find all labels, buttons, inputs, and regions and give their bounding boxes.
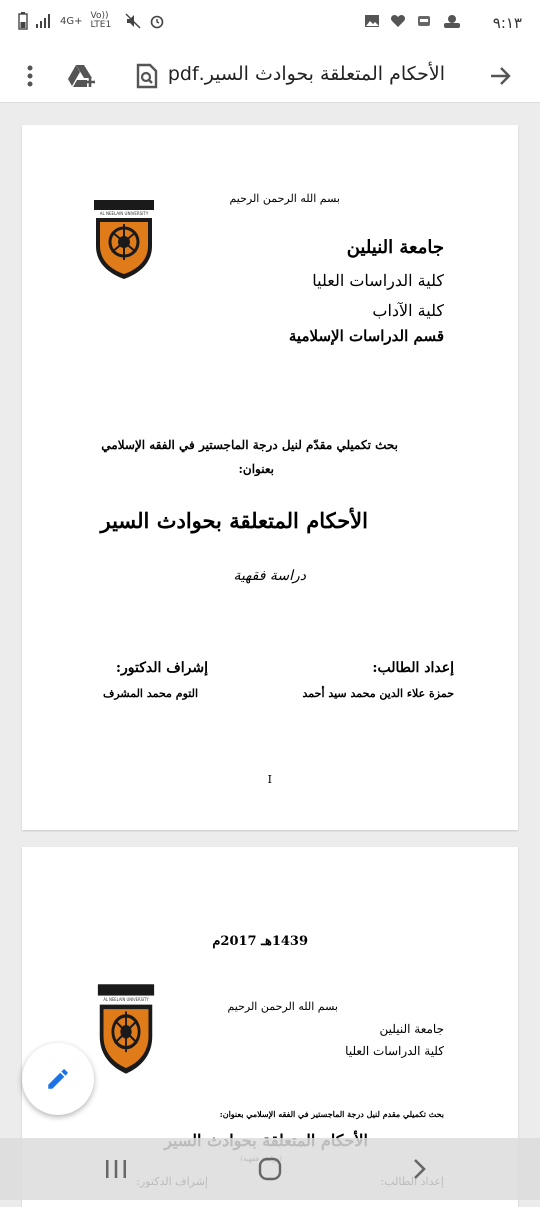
- document-title: الأحكام المتعلقة بحوادث السير.pdf: [167, 63, 445, 85]
- recent-apps-button[interactable]: [96, 1153, 136, 1185]
- drive-add-icon: [68, 63, 98, 89]
- heart-icon: [390, 13, 406, 29]
- supervisor-label: إشراف الدكتور:: [115, 660, 208, 676]
- more-vert-icon: [27, 65, 33, 87]
- search-document-button[interactable]: [132, 61, 162, 91]
- arrow-forward-icon: [490, 66, 512, 86]
- pdf-page-1: [22, 125, 518, 830]
- pencil-icon: [45, 1066, 71, 1092]
- notification-icons: [364, 13, 462, 29]
- department: قسم الدراسات الإسلامية: [288, 327, 444, 345]
- student-label: إعداد الطالب:: [372, 660, 454, 676]
- research-description: بحث تكميلي مقدّم لنيل درجة الماجستير في الفقه الإسلامي: [101, 438, 398, 452]
- university-logo-2: [96, 982, 156, 1077]
- supervisor-name: التوم محمد المشرف: [102, 687, 198, 700]
- status-time: ٩:١٣: [492, 14, 522, 32]
- assistant-icon: [442, 13, 462, 29]
- svg-text:AL NEELAIN UNIVERSITY: AL NEELAIN UNIVERSITY: [103, 996, 149, 1003]
- battery-icon: [18, 12, 28, 30]
- app-bar: [0, 50, 540, 103]
- home-button[interactable]: [250, 1153, 290, 1185]
- back-nav-button[interactable]: [400, 1153, 440, 1185]
- home-icon: [258, 1157, 282, 1181]
- alarm-icon: [149, 13, 165, 29]
- university-logo: [92, 198, 156, 282]
- graduate-college-2: كلية الدراسات العليا: [345, 1044, 444, 1058]
- volte-indicator: Vo)) LTE1: [90, 11, 112, 30]
- back-button[interactable]: [486, 61, 516, 91]
- svg-text:AL NEELAIN UNIVERSITY: AL NEELAIN UNIVERSITY: [99, 211, 149, 216]
- more-options-button[interactable]: [15, 61, 45, 91]
- add-to-drive-button[interactable]: [68, 61, 98, 91]
- app-notification-icon: [416, 13, 432, 29]
- thesis-subtitle: دراسة فقهية: [233, 568, 306, 584]
- chevron-right-icon: [413, 1158, 427, 1180]
- university-name-2: جامعة النيلين: [379, 1022, 444, 1036]
- gallery-icon: [364, 13, 380, 29]
- date: 1439هـ 2017م: [212, 934, 308, 949]
- graduate-college: كلية الدراسات العليا: [312, 271, 444, 290]
- thesis-title: الأحكام المتعلقة بحوادث السير: [100, 508, 368, 533]
- mute-icon: [125, 13, 141, 29]
- recents-icon: [105, 1159, 127, 1179]
- basmala-2: بسم الله الرحمن الرحيم: [227, 1000, 338, 1013]
- status-bar: [0, 0, 540, 50]
- research-description-2: بحث تكميلي مقدم لنيل درجة الماجستير في الفقه الإسلامي بعنوان:: [219, 1109, 444, 1119]
- signal-icon: [36, 14, 52, 28]
- network-type: 4G+: [60, 15, 83, 27]
- basmala: بسم الله الرحمن الرحيم: [229, 192, 340, 205]
- arts-college: كلية الآداب: [372, 301, 444, 320]
- status-left-icons: [18, 12, 165, 30]
- titled-label: بعنوان:: [238, 462, 274, 476]
- search-doc-icon: [135, 63, 159, 89]
- edit-fab-button[interactable]: [22, 1043, 94, 1115]
- navigation-bar: [0, 1138, 540, 1200]
- student-name: حمزة علاء الدين محمد سيد أحمد: [302, 687, 454, 700]
- page-number: I: [267, 773, 272, 786]
- university-name: جامعة النيلين: [346, 237, 444, 258]
